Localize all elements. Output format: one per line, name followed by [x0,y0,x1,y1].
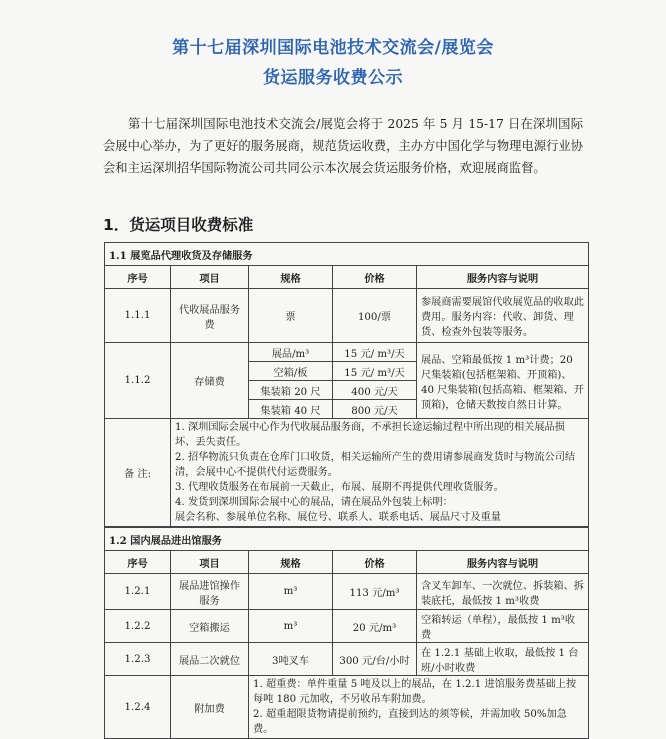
row-spec: 空箱/板 [249,362,333,381]
table-row [105,574,589,610]
row-no: 1.1.2 [105,343,171,419]
table-row [105,610,589,643]
surcharge-line: 2. 超重超限货物请提前预约，直接到达的须等候，并需加收 50%加急费。 [253,709,567,735]
row-price: 300 元/台/小时 [333,643,417,676]
fee-table-storage [104,242,589,527]
note-item: 3. 代理收货服务在布展前一天截止，布展、展期不再提供代理收货服务。 [175,482,504,493]
col-header: 项目 [171,551,249,574]
fee-table-handling [104,527,589,739]
table-subtitle: 1.1 展览品代理收货及存储服务 [105,243,589,266]
row-desc: 在 1.2.1 基础上收取，最低按 1 台班/小时收费 [417,643,589,676]
row-price: 800 元/天 [333,400,417,419]
row-spec: 展品/m³ [249,343,333,362]
row-desc: 展品、空箱最低按 1 m³计费；20 尺集装箱(包括框架箱、开顶箱)、40 尺集装箱(包括高箱、框架箱、开顶箱)，仓储天数按自然日计算。 [417,343,589,419]
row-no: 1.2.4 [105,676,171,739]
note-item: 2. 招华物流只负责在仓库门口收货，相关运输所产生的费用请参展商发货时与物流公司结清，会展中心不提供代付运费服务。 [175,452,576,478]
notes-row [105,419,589,527]
note-item: 4. 发货到深圳国际会展中心的展品，请在展品外包装上标明： [175,497,453,508]
row-spec: m³ [249,610,333,643]
row-spec: 票 [249,289,333,343]
row-item: 展品进馆操作服务 [171,574,249,610]
row-item: 存储费 [171,343,249,419]
table-header-row [105,551,589,574]
row-no: 1.2.1 [105,574,171,610]
row-no: 1.1.1 [105,289,171,343]
col-header: 序号 [105,266,171,289]
table-row [105,289,589,343]
notes-label: 备 注: [105,419,171,527]
row-spec: 集装箱 40 尺 [249,400,333,419]
row-desc: 参展商需要展馆代收展览品的收取此费用。服务内容：代收、卸货、理货、检查外包装等服务。 [417,289,589,343]
row-desc: 含叉车卸车、一次就位、拆装箱、拆装底托，最低按 1 m³收费 [417,574,589,610]
row-desc [249,676,589,739]
col-header: 服务内容与说明 [417,551,589,574]
row-spec: m³ [249,574,333,610]
row-desc: 空箱转运（单程），最低按 1 m³收费 [417,610,589,643]
table-row [105,676,589,739]
row-item: 附加费 [171,676,249,739]
row-item: 代收展品服务费 [171,289,249,343]
col-header: 价格 [333,551,417,574]
intro-paragraph: 第十七届深圳国际电池技术交流会/展览会将于 2025 年 5 月 15-17 日在深圳国际会展中心举办，为了更好的服务展商，规范货运收费，主办方中国化学与物理电源行业协会和主运深圳招华国际物流公司共同公示本次展会货运服务价格，欢迎展商监督。 [103,117,583,175]
row-price: 100/票 [333,289,417,343]
page-title: 第十七届深圳国际电池技术交流会/展览会 [172,38,494,58]
table-header-row [105,266,589,289]
row-spec: 集装箱 20 尺 [249,381,333,400]
row-item: 展品二次就位 [171,643,249,676]
row-price: 15 元/ m³/天 [333,343,417,362]
notes-body [171,419,589,527]
note-item: 1. 深圳国际会展中心作为代收展品服务商，不承担长途运输过程中所出现的相关展品损坏、丢失责任。 [175,422,565,448]
section-heading: 1．货运项目收费标准 [103,216,254,234]
row-price: 20 元/m³ [333,610,417,643]
row-spec: 3吨叉车 [249,643,333,676]
row-no: 1.2.3 [105,643,171,676]
col-header: 规格 [249,551,333,574]
col-header: 价格 [333,266,417,289]
note-item: 展会名称、参展单位名称、展位号、联系人、联系电话、展品尺寸及重量 [175,512,501,523]
row-price: 113 元/m³ [333,574,417,610]
table-row [105,643,589,676]
row-price: 15 元/ m³/天 [333,362,417,381]
col-header: 规格 [249,266,333,289]
row-price: 400 元/天 [333,381,417,400]
col-header: 项目 [171,266,249,289]
page-subtitle: 货运服务收费公示 [263,68,403,88]
table-subtitle: 1.2 国内展品进出馆服务 [105,528,589,551]
col-header: 序号 [105,551,171,574]
surcharge-line: 1. 超重费：单件重量 5 吨及以上的展品，在 1.2.1 进馆服务费基础上按每吨 180 元加收，不另收吊车附加费。 [253,679,577,705]
col-header: 服务内容与说明 [417,266,589,289]
table-row [105,343,589,362]
row-no: 1.2.2 [105,610,171,643]
row-item: 空箱搬运 [171,610,249,643]
